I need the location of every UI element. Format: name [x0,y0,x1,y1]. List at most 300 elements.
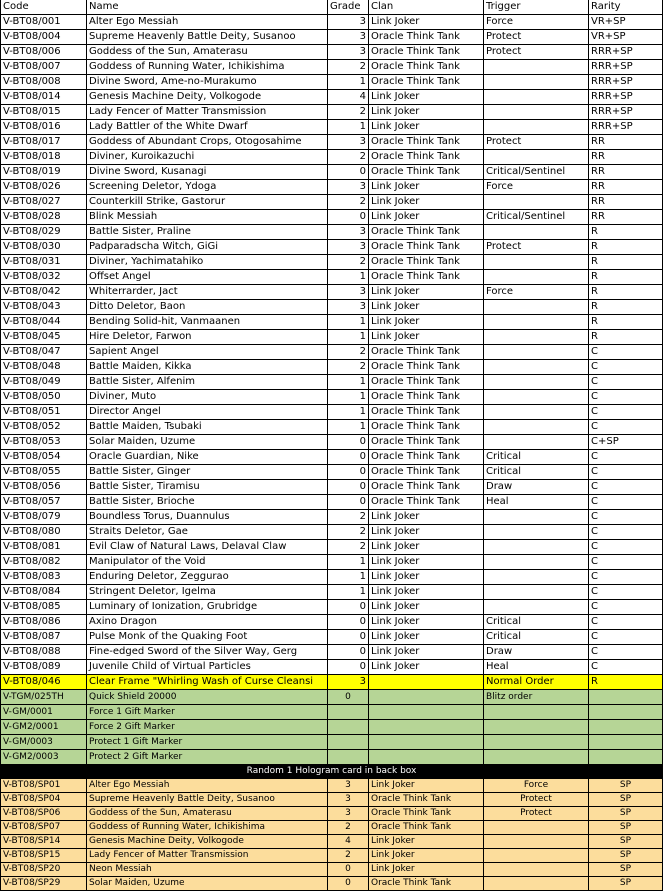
cell-code[interactable]: V-BT08/014 [0,90,87,105]
cell-code[interactable]: V-BT08/088 [0,645,87,660]
cell-clan[interactable]: Link Joker [369,195,484,210]
cell-clan[interactable]: Oracle Think Tank [369,240,484,255]
cell-trigger[interactable] [484,390,589,405]
cell-name[interactable]: Fine-edged Sword of the Silver Way, Gerg [87,645,328,660]
cell-clan[interactable]: Link Joker [369,210,484,225]
cell-code[interactable]: V-BT08/085 [0,600,87,615]
cell-grade[interactable]: 0 [328,210,369,225]
cell-name[interactable]: Juvenile Child of Virtual Particles [87,660,328,675]
cell-code[interactable]: V-BT08/056 [0,480,87,495]
cell-rarity[interactable]: SP [589,849,663,863]
cell-clan[interactable]: Oracle Think Tank [369,345,484,360]
cell-clan[interactable]: Link Joker [369,835,484,849]
cell-name[interactable]: Blink Messiah [87,210,328,225]
cell-code[interactable]: V-BT08/006 [0,45,87,60]
cell-clan[interactable]: Oracle Think Tank [369,450,484,465]
header-clan[interactable]: Clan [369,0,484,15]
cell-clan[interactable]: Link Joker [369,300,484,315]
cell-grade[interactable]: 0 [328,863,369,877]
cell-rarity[interactable]: R [589,270,663,285]
cell-code[interactable]: V-BT08/079 [0,510,87,525]
cell-rarity[interactable]: RRR+SP [589,60,663,75]
cell-name[interactable]: Ditto Deletor, Baon [87,300,328,315]
cell-clan[interactable]: Oracle Think Tank [369,255,484,270]
cell-trigger[interactable] [484,510,589,525]
cell-code[interactable]: V-GM2/0001 [0,720,87,735]
cell-grade[interactable]: 2 [328,345,369,360]
cell-name[interactable]: Divine Sword, Kusanagi [87,165,328,180]
cell-grade[interactable]: 3 [328,30,369,45]
cell-trigger[interactable] [484,225,589,240]
cell-rarity[interactable] [589,690,663,705]
cell-clan[interactable]: Oracle Think Tank [369,75,484,90]
cell-clan[interactable]: Oracle Think Tank [369,45,484,60]
cell-code[interactable]: V-BT08/SP20 [0,863,87,877]
cell-grade[interactable] [328,735,369,750]
cell-trigger[interactable] [484,835,589,849]
cell-clan[interactable]: Link Joker [369,849,484,863]
cell-trigger[interactable] [484,585,589,600]
cell-clan[interactable]: Oracle Think Tank [369,135,484,150]
cell-rarity[interactable]: C [589,540,663,555]
cell-rarity[interactable]: C [589,510,663,525]
cell-name[interactable]: Oracle Guardian, Nike [87,450,328,465]
cell-grade[interactable]: 2 [328,821,369,835]
cell-rarity[interactable]: C [589,660,663,675]
cell-code[interactable]: V-BT08/084 [0,585,87,600]
cell-rarity[interactable]: RR [589,195,663,210]
cell-name[interactable]: Manipulator of the Void [87,555,328,570]
cell-rarity[interactable]: RRR+SP [589,120,663,135]
cell-clan[interactable]: Oracle Think Tank [369,360,484,375]
cell-name[interactable]: Goddess of Running Water, Ichikishima [87,60,328,75]
cell-code[interactable]: V-BT08/043 [0,300,87,315]
cell-code[interactable]: V-GM/0003 [0,735,87,750]
cell-rarity[interactable]: C [589,570,663,585]
cell-rarity[interactable]: C [589,525,663,540]
cell-rarity[interactable] [589,705,663,720]
cell-rarity[interactable]: C [589,345,663,360]
cell-clan[interactable]: Link Joker [369,510,484,525]
cell-code[interactable]: V-BT08/055 [0,465,87,480]
cell-name[interactable]: Alter Ego Messiah [87,779,328,793]
cell-name[interactable]: Screening Deletor, Ydoga [87,180,328,195]
cell-trigger[interactable]: Critical/Sentinel [484,165,589,180]
cell-code[interactable]: V-BT08/089 [0,660,87,675]
cell-grade[interactable]: 2 [328,510,369,525]
cell-grade[interactable]: 2 [328,255,369,270]
cell-rarity[interactable]: C [589,480,663,495]
cell-rarity[interactable] [589,750,663,765]
cell-trigger[interactable]: Protect [484,30,589,45]
cell-name[interactable]: Battle Maiden, Tsubaki [87,420,328,435]
cell-trigger[interactable] [484,705,589,720]
cell-trigger[interactable] [484,330,589,345]
header-trigger[interactable]: Trigger [484,0,589,15]
cell-trigger[interactable]: Protect [484,807,589,821]
cell-name[interactable]: Diviner, Yachimatahiko [87,255,328,270]
cell-grade[interactable]: 1 [328,315,369,330]
cell-code[interactable]: V-BT08/017 [0,135,87,150]
cell-trigger[interactable]: Protect [484,793,589,807]
cell-clan[interactable]: Oracle Think Tank [369,165,484,180]
cell-rarity[interactable]: C [589,465,663,480]
cell-code[interactable]: V-BT08/042 [0,285,87,300]
cell-grade[interactable]: 2 [328,360,369,375]
cell-rarity[interactable]: C [589,375,663,390]
cell-grade[interactable] [328,705,369,720]
cell-grade[interactable]: 0 [328,480,369,495]
cell-trigger[interactable] [484,525,589,540]
header-grade[interactable]: Grade [328,0,369,15]
cell-rarity[interactable]: SP [589,793,663,807]
cell-rarity[interactable]: C [589,585,663,600]
cell-clan[interactable]: Link Joker [369,555,484,570]
cell-clan[interactable]: Link Joker [369,660,484,675]
cell-name[interactable]: Solar Maiden, Uzume [87,435,328,450]
cell-grade[interactable]: 0 [328,615,369,630]
cell-grade[interactable]: 3 [328,285,369,300]
cell-grade[interactable]: 0 [328,465,369,480]
cell-grade[interactable]: 3 [328,135,369,150]
cell-rarity[interactable]: C+SP [589,435,663,450]
cell-name[interactable]: Genesis Machine Deity, Volkogode [87,835,328,849]
cell-trigger[interactable] [484,345,589,360]
cell-clan[interactable]: Link Joker [369,120,484,135]
cell-code[interactable]: V-BT08/SP14 [0,835,87,849]
header-name[interactable]: Name [87,0,328,15]
cell-name[interactable]: Protect 2 Gift Marker [87,750,328,765]
cell-trigger[interactable] [484,600,589,615]
cell-trigger[interactable] [484,315,589,330]
cell-trigger[interactable]: Force [484,180,589,195]
cell-trigger[interactable] [484,570,589,585]
cell-grade[interactable]: 0 [328,165,369,180]
cell-code[interactable]: V-BT08/007 [0,60,87,75]
cell-rarity[interactable]: SP [589,779,663,793]
cell-rarity[interactable] [589,735,663,750]
cell-trigger[interactable] [484,90,589,105]
cell-clan[interactable]: Link Joker [369,630,484,645]
cell-clan[interactable]: Oracle Think Tank [369,60,484,75]
cell-code[interactable]: V-BT08/SP29 [0,877,87,891]
cell-name[interactable]: Divine Sword, Ame-no-Murakumo [87,75,328,90]
cell-code[interactable]: V-BT08/SP01 [0,779,87,793]
cell-name[interactable]: Goddess of the Sun, Amaterasu [87,45,328,60]
cell-trigger[interactable] [484,75,589,90]
cell-code[interactable]: V-BT08/044 [0,315,87,330]
cell-clan[interactable]: Oracle Think Tank [369,480,484,495]
cell-grade[interactable]: 0 [328,690,369,705]
cell-code[interactable]: V-BT08/032 [0,270,87,285]
cell-grade[interactable]: 1 [328,585,369,600]
header-rarity[interactable]: Rarity [589,0,663,15]
cell-name[interactable]: Alter Ego Messiah [87,15,328,30]
cell-trigger[interactable] [484,105,589,120]
cell-rarity[interactable]: C [589,405,663,420]
cell-trigger[interactable] [484,120,589,135]
cell-trigger[interactable] [484,405,589,420]
cell-rarity[interactable]: RR [589,210,663,225]
cell-clan[interactable]: Oracle Think Tank [369,877,484,891]
cell-code[interactable]: V-BT08/082 [0,555,87,570]
cell-code[interactable]: V-BT08/047 [0,345,87,360]
cell-clan[interactable]: Link Joker [369,330,484,345]
cell-code[interactable]: V-GM/0001 [0,705,87,720]
cell-rarity[interactable]: C [589,495,663,510]
cell-name[interactable]: Counterkill Strike, Gastorur [87,195,328,210]
cell-grade[interactable]: 3 [328,675,369,690]
cell-rarity[interactable]: C [589,555,663,570]
cell-clan[interactable]: Oracle Think Tank [369,30,484,45]
cell-clan[interactable]: Oracle Think Tank [369,495,484,510]
cell-name[interactable]: Padparadscha Witch, GiGi [87,240,328,255]
cell-name[interactable]: Battle Sister, Brioche [87,495,328,510]
cell-trigger[interactable] [484,849,589,863]
cell-grade[interactable]: 1 [328,75,369,90]
cell-grade[interactable] [328,750,369,765]
cell-clan[interactable]: Oracle Think Tank [369,225,484,240]
cell-code[interactable]: V-BT08/052 [0,420,87,435]
cell-code[interactable]: V-BT08/SP07 [0,821,87,835]
cell-rarity[interactable]: RRR+SP [589,90,663,105]
cell-code[interactable]: V-BT08/081 [0,540,87,555]
cell-name[interactable]: Goddess of Running Water, Ichikishima [87,821,328,835]
cell-code[interactable]: V-BT08/083 [0,570,87,585]
cell-name[interactable]: Battle Sister, Praline [87,225,328,240]
cell-grade[interactable]: 1 [328,330,369,345]
cell-clan[interactable]: Link Joker [369,570,484,585]
cell-code[interactable]: V-BT08/057 [0,495,87,510]
cell-name[interactable]: Genesis Machine Deity, Volkogode [87,90,328,105]
cell-name[interactable]: Quick Shield 20000 [87,690,328,705]
cell-code[interactable]: V-BT08/087 [0,630,87,645]
cell-name[interactable]: Solar Maiden, Uzume [87,877,328,891]
cell-name[interactable]: Protect 1 Gift Marker [87,735,328,750]
cell-grade[interactable]: 0 [328,660,369,675]
cell-rarity[interactable]: R [589,300,663,315]
cell-code[interactable]: V-BT08/027 [0,195,87,210]
cell-clan[interactable]: Link Joker [369,180,484,195]
cell-trigger[interactable] [484,863,589,877]
cell-trigger[interactable]: Critical [484,450,589,465]
cell-rarity[interactable]: RR [589,180,663,195]
cell-clan[interactable]: Oracle Think Tank [369,375,484,390]
cell-trigger[interactable] [484,300,589,315]
cell-rarity[interactable]: C [589,450,663,465]
cell-name[interactable]: Enduring Deletor, Zeggurao [87,570,328,585]
cell-rarity[interactable]: C [589,360,663,375]
cell-trigger[interactable] [484,540,589,555]
cell-grade[interactable] [328,720,369,735]
cell-trigger[interactable]: Critical [484,465,589,480]
cell-clan[interactable]: Oracle Think Tank [369,420,484,435]
cell-rarity[interactable]: C [589,645,663,660]
cell-rarity[interactable]: SP [589,807,663,821]
cell-rarity[interactable]: R [589,225,663,240]
cell-trigger[interactable] [484,750,589,765]
cell-rarity[interactable]: C [589,600,663,615]
cell-rarity[interactable]: RR [589,135,663,150]
cell-name[interactable]: Battle Sister, Tiramisu [87,480,328,495]
cell-grade[interactable]: 1 [328,405,369,420]
cell-code[interactable]: V-BT08/SP06 [0,807,87,821]
cell-clan[interactable]: Oracle Think Tank [369,465,484,480]
cell-code[interactable]: V-BT08/030 [0,240,87,255]
cell-grade[interactable]: 1 [328,570,369,585]
cell-clan[interactable]: Link Joker [369,525,484,540]
cell-code[interactable]: V-BT08/001 [0,15,87,30]
cell-rarity[interactable]: RR [589,165,663,180]
cell-trigger[interactable]: Force [484,285,589,300]
cell-name[interactable]: Director Angel [87,405,328,420]
cell-code[interactable]: V-BT08/016 [0,120,87,135]
cell-rarity[interactable]: SP [589,835,663,849]
cell-clan[interactable] [369,705,484,720]
cell-rarity[interactable]: VR+SP [589,15,663,30]
cell-trigger[interactable] [484,150,589,165]
cell-grade[interactable]: 1 [328,555,369,570]
cell-trigger[interactable] [484,720,589,735]
cell-trigger[interactable]: Draw [484,645,589,660]
cell-name[interactable]: Supreme Heavenly Battle Deity, Susanoo [87,793,328,807]
cell-name[interactable]: Battle Sister, Ginger [87,465,328,480]
cell-grade[interactable]: 0 [328,450,369,465]
cell-clan[interactable]: Link Joker [369,105,484,120]
cell-name[interactable]: Luminary of Ionization, Grubridge [87,600,328,615]
cell-grade[interactable]: 1 [328,375,369,390]
cell-grade[interactable]: 2 [328,195,369,210]
cell-code[interactable]: V-BT08/018 [0,150,87,165]
cell-name[interactable]: Bending Solid-hit, Vanmaanen [87,315,328,330]
cell-grade[interactable]: 4 [328,835,369,849]
cell-code[interactable]: V-BT08/015 [0,105,87,120]
cell-rarity[interactable]: C [589,390,663,405]
cell-name[interactable]: Supreme Heavenly Battle Deity, Susanoo [87,30,328,45]
cell-name[interactable]: Force 1 Gift Marker [87,705,328,720]
cell-clan[interactable] [369,720,484,735]
cell-code[interactable]: V-BT08/026 [0,180,87,195]
cell-grade[interactable]: 4 [328,90,369,105]
cell-trigger[interactable] [484,420,589,435]
cell-grade[interactable]: 2 [328,150,369,165]
cell-name[interactable]: Lady Battler of the White Dwarf [87,120,328,135]
cell-grade[interactable]: 1 [328,270,369,285]
cell-code[interactable]: V-BT08/048 [0,360,87,375]
cell-rarity[interactable]: R [589,315,663,330]
cell-clan[interactable] [369,690,484,705]
cell-code[interactable]: V-BT08/046 [0,675,87,690]
cell-code[interactable]: V-BT08/029 [0,225,87,240]
cell-trigger[interactable] [484,195,589,210]
cell-trigger[interactable]: Critical/Sentinel [484,210,589,225]
cell-name[interactable]: Lady Fencer of Matter Transmission [87,105,328,120]
cell-trigger[interactable]: Critical [484,630,589,645]
cell-clan[interactable] [369,735,484,750]
cell-trigger[interactable] [484,255,589,270]
cell-rarity[interactable]: R [589,240,663,255]
cell-name[interactable]: Clear Frame "Whirling Wash of Curse Cleansi [87,675,328,690]
cell-clan[interactable]: Oracle Think Tank [369,435,484,450]
cell-trigger[interactable] [484,375,589,390]
cell-trigger[interactable] [484,821,589,835]
cell-code[interactable]: V-BT08/049 [0,375,87,390]
cell-clan[interactable]: Link Joker [369,615,484,630]
cell-name[interactable]: Straits Deletor, Gae [87,525,328,540]
cell-name[interactable]: Axino Dragon [87,615,328,630]
cell-code[interactable]: V-BT08/045 [0,330,87,345]
cell-rarity[interactable]: SP [589,863,663,877]
cell-grade[interactable]: 3 [328,180,369,195]
cell-trigger[interactable]: Critical [484,615,589,630]
cell-grade[interactable]: 2 [328,540,369,555]
cell-grade[interactable]: 1 [328,120,369,135]
cell-rarity[interactable]: R [589,255,663,270]
cell-name[interactable]: Evil Claw of Natural Laws, Delaval Claw [87,540,328,555]
cell-grade[interactable]: 1 [328,390,369,405]
cell-clan[interactable]: Link Joker [369,600,484,615]
cell-trigger[interactable] [484,360,589,375]
cell-name[interactable]: Sapient Angel [87,345,328,360]
cell-trigger[interactable] [484,877,589,891]
cell-grade[interactable]: 2 [328,105,369,120]
cell-name[interactable]: Force 2 Gift Marker [87,720,328,735]
cell-grade[interactable]: 0 [328,877,369,891]
cell-clan[interactable]: Link Joker [369,285,484,300]
cell-grade[interactable]: 3 [328,300,369,315]
cell-trigger[interactable]: Force [484,779,589,793]
cell-trigger[interactable]: Heal [484,660,589,675]
cell-grade[interactable]: 2 [328,849,369,863]
cell-grade[interactable]: 2 [328,60,369,75]
cell-clan[interactable]: Link Joker [369,315,484,330]
cell-trigger[interactable]: Normal Order [484,675,589,690]
cell-trigger[interactable]: Draw [484,480,589,495]
cell-trigger[interactable]: Protect [484,240,589,255]
cell-code[interactable]: V-BT08/086 [0,615,87,630]
cell-grade[interactable]: 0 [328,645,369,660]
cell-grade[interactable]: 0 [328,630,369,645]
cell-trigger[interactable] [484,735,589,750]
cell-grade[interactable]: 3 [328,15,369,30]
cell-rarity[interactable]: R [589,675,663,690]
header-code[interactable]: Code [0,0,87,15]
cell-grade[interactable]: 3 [328,793,369,807]
cell-code[interactable]: V-BT08/054 [0,450,87,465]
cell-clan[interactable]: Oracle Think Tank [369,270,484,285]
cell-grade[interactable]: 2 [328,525,369,540]
cell-clan[interactable]: Link Joker [369,585,484,600]
cell-clan[interactable]: Oracle Think Tank [369,807,484,821]
cell-trigger[interactable] [484,270,589,285]
cell-clan[interactable] [369,675,484,690]
cell-clan[interactable]: Link Joker [369,779,484,793]
cell-rarity[interactable]: SP [589,821,663,835]
cell-code[interactable]: V-BT08/SP04 [0,793,87,807]
cell-trigger[interactable]: Heal [484,495,589,510]
cell-rarity[interactable]: C [589,615,663,630]
cell-code[interactable]: V-BT08/050 [0,390,87,405]
cell-code[interactable]: V-BT08/019 [0,165,87,180]
cell-name[interactable]: Pulse Monk of the Quaking Foot [87,630,328,645]
cell-name[interactable]: Diviner, Kuroikazuchi [87,150,328,165]
cell-code[interactable]: V-BT08/053 [0,435,87,450]
cell-name[interactable]: Boundless Torus, Duannulus [87,510,328,525]
cell-trigger[interactable]: Protect [484,135,589,150]
cell-code[interactable]: V-BT08/SP15 [0,849,87,863]
cell-code[interactable]: V-BT08/008 [0,75,87,90]
cell-clan[interactable]: Oracle Think Tank [369,390,484,405]
